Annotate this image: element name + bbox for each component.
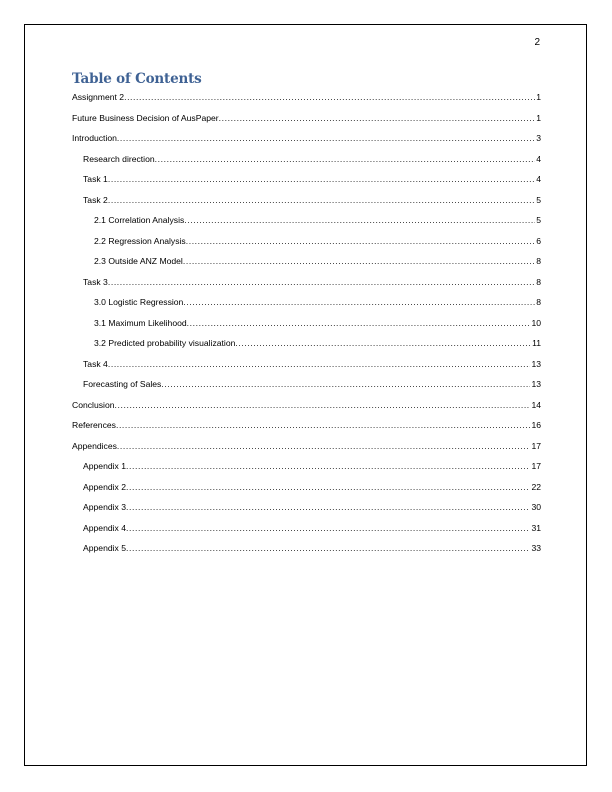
toc-entry-assignment-2[interactable] [72,91,541,103]
dot-leader [117,133,535,144]
toc-entry-maximum-likelihood[interactable] [72,308,541,329]
toc-entry-page: 10 [531,317,541,328]
dot-leader [116,420,530,431]
toc-entry-label: 2.3 Outside ANZ Model [94,256,183,266]
toc-entry-page: 4 [536,174,541,184]
toc-entry-page: 11 [532,338,541,348]
toc-entry-predicted-probability[interactable] [72,329,541,350]
toc-entry-page: 17 [531,461,541,471]
dot-leader [126,461,530,472]
toc-entry-page: 30 [531,502,541,512]
toc-entry-task-4[interactable] [72,349,541,370]
toc-entry-future-business-decision[interactable] [72,103,541,124]
dot-leader [126,523,530,534]
toc-entry-label: Appendix 1 [83,461,127,471]
toc-entry-label: Introduction [72,133,117,143]
toc-entry-task-3[interactable] [72,267,541,288]
toc-entry-page: 16 [531,420,541,430]
toc-entry-page: 5 [536,194,541,205]
toc-entry-page: 5 [536,215,541,225]
toc-title: Table of Contents [72,71,202,87]
toc-entry-label: 2.2 Regression Analysis [94,235,186,246]
dot-leader [184,215,535,226]
dot-leader [155,154,536,165]
toc-entry-outside-anz-model[interactable] [72,247,541,268]
toc-entry-label: 3.2 Predicted probability visualization [94,338,236,348]
toc-entry-page: 33 [531,543,541,553]
toc-entry-references[interactable] [72,411,541,432]
dot-leader [187,318,531,329]
toc-entry-label: Forecasting of Sales [83,379,162,389]
toc-entry-label: Appendix 3 [83,502,127,512]
dot-leader [183,297,535,308]
toc-entry-appendix-2[interactable] [72,472,541,493]
toc-entry-appendix-1[interactable] [72,452,541,473]
toc-entry-logistic-regression[interactable] [72,288,541,309]
toc-entry-page: 14 [531,399,541,410]
toc-entry-page: 3 [536,133,541,143]
dot-leader [115,400,531,411]
dot-leader [219,113,536,124]
dot-leader [235,338,531,349]
toc-entry-label: 3.0 Logistic Regression [94,297,184,307]
toc-entry-page: 6 [536,235,541,246]
toc-entry-page: 8 [536,297,541,307]
toc-entry-page: 31 [531,522,541,533]
toc-entry-regression-analysis[interactable] [72,226,541,247]
toc-entry-page: 13 [531,358,541,369]
toc-entry-page: 8 [536,276,541,287]
dot-leader [108,277,535,288]
toc-entry-forecasting-of-sales[interactable] [72,370,541,391]
toc-entry-label: Appendix 2 [83,481,127,492]
dot-leader [108,359,531,370]
toc-entry-correlation-analysis[interactable] [72,206,541,227]
dot-leader [108,174,535,185]
toc-entry-appendix-4[interactable] [72,513,541,534]
toc-entry-appendix-5[interactable] [72,534,541,555]
toc-entry-label: Appendix 5 [83,543,127,553]
toc-entry-label: Research direction [83,153,155,164]
toc-entry-label: Task 1 [83,174,108,184]
toc-entry-page: 1 [536,112,541,123]
toc-entry-research-direction[interactable] [72,144,541,165]
toc-entry-label: Task 3 [83,276,108,287]
dot-leader [126,543,530,554]
toc-entry-page: 8 [536,256,541,266]
toc-entry-label: Assignment 2 [72,92,125,102]
toc-entry-label: Future Business Decision of AusPaper [72,112,219,123]
toc-entry-label: Task 4 [83,358,108,369]
dot-leader [117,441,531,452]
toc-entry-appendices[interactable] [72,431,541,452]
toc-entry-label: References [72,420,116,430]
dot-leader [161,379,530,390]
dot-leader [124,92,535,103]
toc-entry-label: Appendices [72,440,117,451]
toc-entry-page: 22 [531,481,541,492]
toc-entry-page: 17 [531,440,541,451]
dot-leader [108,195,535,206]
toc-entry-page: 1 [536,92,541,102]
dot-leader [183,256,535,267]
toc-entry-page: 13 [531,379,541,389]
toc-entry-label: 2.1 Correlation Analysis [94,215,185,225]
toc-entry-label: 3.1 Maximum Likelihood [94,317,187,328]
dot-leader [186,236,536,247]
toc-entry-label: Task 2 [83,194,108,205]
toc-entry-task-1[interactable] [72,165,541,186]
dot-leader [126,482,530,493]
toc-entry-page: 4 [536,153,541,164]
toc-entry-label: Conclusion [72,399,115,410]
toc-entry-label: Appendix 4 [83,522,127,533]
toc-entry-appendix-3[interactable] [72,493,541,514]
toc-entry-conclusion[interactable] [72,390,541,411]
dot-leader [126,502,530,513]
toc-entry-task-2[interactable] [72,185,541,206]
table-of-contents [72,91,541,554]
toc-entry-introduction[interactable] [72,124,541,145]
page-number: 2 [534,37,540,48]
